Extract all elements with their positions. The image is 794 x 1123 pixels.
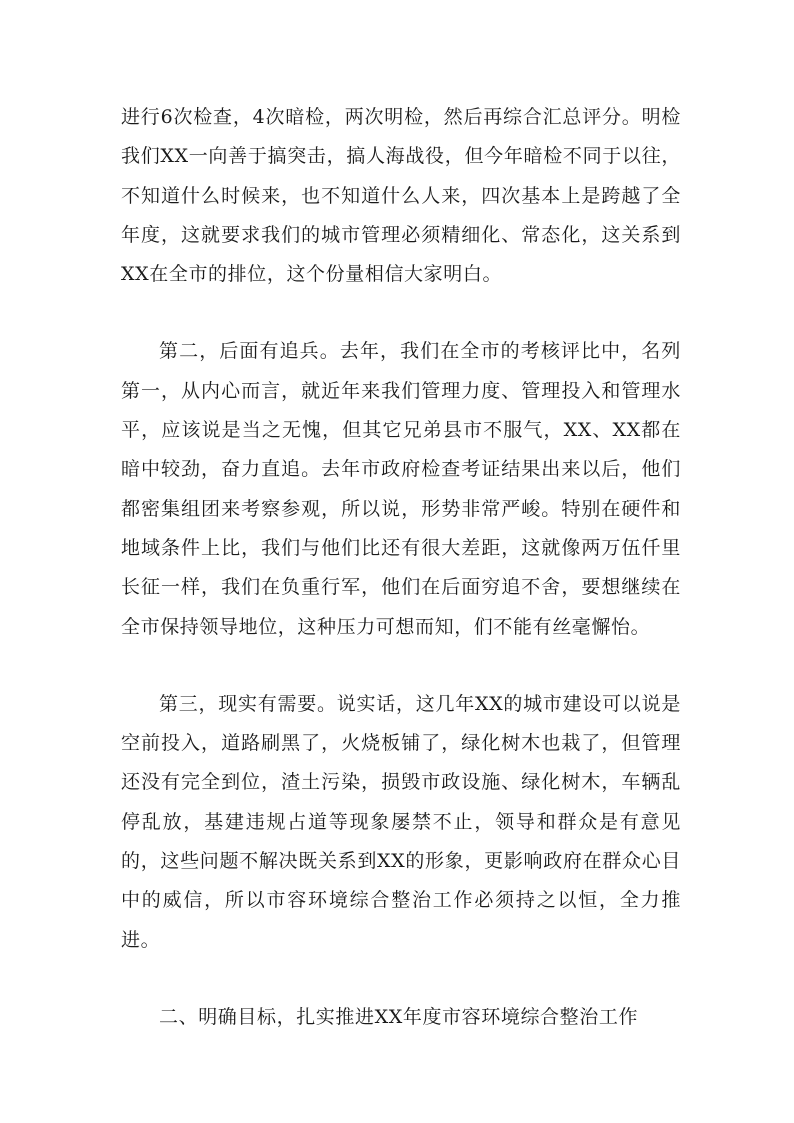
paragraph-inspection-schedule: 进行6次检查，4次暗检，两次明检，然后再综合汇总评分。明检我们XX一向善于搞突击，搞人海战役，但今年暗检不同于以往，不知道什么时候来，也不知道什么人来，四次基本上是跨越了全年度，这就要求我们的城市管理必须精细化、常态化，这关系到XX在全市的排位，这个份量相信大家明白。 xyxy=(121,106,681,286)
paragraph-reality-needs: 第三，现实有需要。说实话，这几年XX的城市建设可以说是空前投入，道路刷黑了，火烧板铺了，绿化树木也栽了，但管理还没有完全到位，渣土污染，损毁市政设施、绿化树木，车辆乱停乱放，基建违规占道等现象屡禁不止，领导和群众是有意见的，这些问题不解决既关系到XX的形象，更影响政府在群众心目中的威信，所以市容环境综合整治工作必须持之以恒，全力推进。 xyxy=(121,692,681,951)
document-body xyxy=(121,98,681,1037)
paragraph-pursuers: 第二，后面有追兵。去年，我们在全市的考核评比中，名列第一，从内心而言，就近年来我们管理力度、管理投入和管理水平，应该说是当之无愧，但其它兄弟县市不服气，XX、XX都在暗中较劲，奋力直追。去年市政府检查考证结果出来以后，他们都密集组团来考察参观，所以说，形势非常严峻。特别在硬件和地域条件上比，我们与他们比还有很大差距，这就像两万伍仟里长征一样，我们在负重行军，他们在后面穷追不舍，要想继续在全市保持领导地位，这种压力可想而知，们不能有丝毫懈怡。 xyxy=(121,340,681,638)
section-heading: 二、明确目标，扎实推进XX年度市容环境综合整治工作 xyxy=(159,1005,639,1028)
